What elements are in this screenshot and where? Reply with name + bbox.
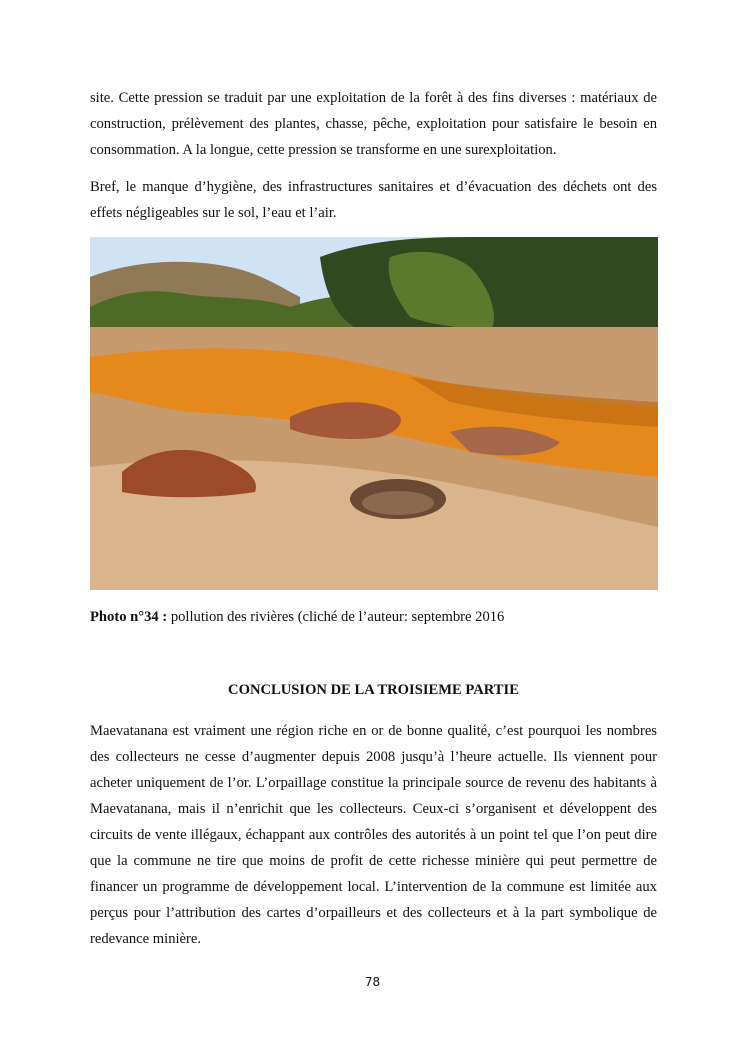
photo-hole-inner — [362, 491, 434, 515]
conclusion-paragraph: Maevatanana est vraiment une région riche en or de bonne qualité, c’est pourquoi les nombres des collecteurs ne cesse d’augmenter depuis 2008 jusqu’à l’heure actuelle. Ils viennent pour acheter uniquement de l’or. L’orpaillage constitue la principale source de revenu des habitants à Maevatanana, mais il n’enrichit que les collecteurs. Ceux-ci s’organisent et développent des circuits de vente illégaux, échappant aux contrôles des autorités à un point tel que l’on peut dire que la commune ne tire que moins de profit de cette richesse minière qui peut permettre de financer un programme de développement local. L’intervention de la commune est limitée aux perçus pour l’attribution des cartes d’orpailleurs et des collecteurs et à la part symbolique de redevance minière. — [90, 723, 657, 947]
photo-caption-label: Photo n°34 : — [90, 609, 168, 625]
body-paragraph-2: Bref, le manque d’hygiène, des infrastructures sanitaires et d’évacuation des déchets ont des effets négligeables sur le sol, l’eau et l’air. — [90, 179, 657, 221]
photo-caption-text: pollution des rivières (cliché de l’auteur: septembre 2016 — [167, 609, 505, 625]
page-number: 78 — [364, 975, 381, 989]
river-pollution-photo — [90, 237, 658, 590]
body-paragraph-1: site. Cette pression se traduit par une exploitation de la forêt à des fins diverses : matériaux de construction, prélèvement des plantes, chasse, pêche, exploitation pour satisfaire le besoin en consommation. A la longue, cette pression se transforme en une surexploitation. — [90, 90, 657, 158]
section-title: CONCLUSION DE LA TROISIEME PARTIE — [228, 682, 519, 698]
photo-caption — [90, 606, 657, 628]
